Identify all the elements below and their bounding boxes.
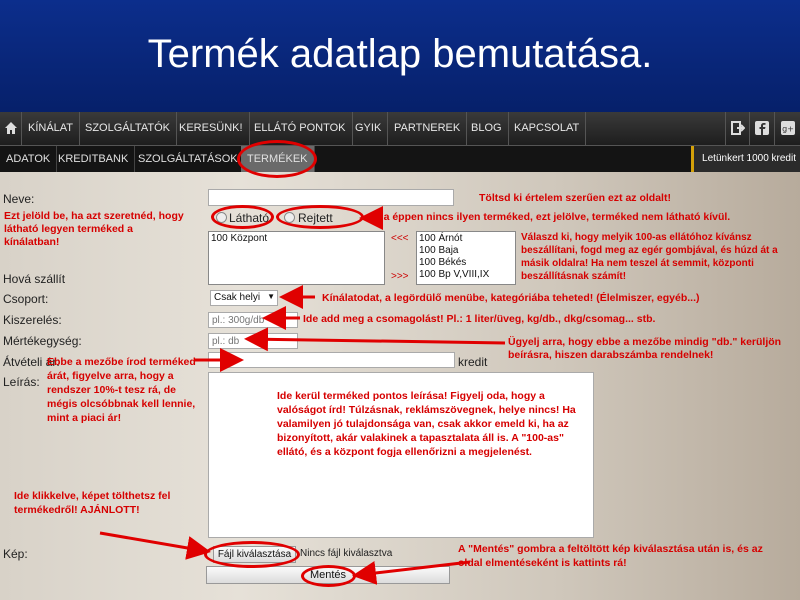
nav-item-kereszunk[interactable]: KERESÜNK!: [173, 112, 250, 145]
note-save: A "Mentés" gombra a feltöltött kép kiválasztása után is, és az oldal elmentéseként is kattints rá!: [458, 543, 763, 569]
subnav-item-kreditbank[interactable]: KREDITBANK: [52, 146, 135, 172]
group-select-value: Csak helyi: [214, 292, 261, 303]
description-label: Leírás:: [3, 375, 40, 389]
subnav-item-szolgaltatasok[interactable]: SZOLGÁLTATÁSOK: [132, 146, 245, 172]
hidden-label: Rejtett: [298, 211, 333, 225]
note-fill-form: Töltsd ki értelem szerűen ezt az oldalt!: [479, 192, 671, 204]
save-button[interactable]: Mentés: [206, 566, 450, 584]
image-label: Kép:: [3, 547, 28, 561]
note-price: Ebbe a mezőbe írod terméked árát, figyelve arra, hogy a rendszer 10%-t tesz rá, de mégis olcsóbbnak kell lennie, mint a piaci ár!: [47, 356, 196, 424]
nav-item-ellato-pontok[interactable]: ELLÁTÓ PONTOK: [248, 112, 353, 145]
note-description: Ide kerül terméked pontos leírása! Figyelj oda, hogy a valóságot írd! Túlzásnak, reklámszövegnek, helye nincs! Ha valamilyen jó tulajdonsága van, csak akkor emeld ki, ha az bizonyított, akár valakinek a tapasztalata áll is. A "100-as" ellátó, és a központ fogja ellenőrizni a megjelenést.: [277, 390, 576, 458]
name-label: Neve:: [3, 192, 35, 206]
file-select-button[interactable]: Fájl kiválasztása: [213, 546, 296, 563]
packaging-label: Kiszerelés:: [3, 313, 62, 327]
note-points: Válaszd ki, hogy melyik 100-as ellátóhoz kívánsz beszállítani, fogd meg az egér gombjával, és húzd át a másik oldalra! Ha nem teszel át semmit, központi beszállításnak számít!: [521, 232, 778, 282]
nav-item-blog[interactable]: BLOG: [465, 112, 509, 145]
note-packaging: Ide add meg a csomagolást! Pl.: 1 liter/üveg, kg/db., dkg/csomag... stb.: [303, 313, 656, 325]
file-status: Nincs fájl kiválasztva: [300, 548, 393, 559]
list-item[interactable]: 100 Baja: [419, 245, 459, 256]
nav-item-gyik[interactable]: GYIK: [349, 112, 388, 145]
slide-title: Termék adatlap bemutatása.: [147, 32, 653, 76]
chevron-down-icon: ▼: [267, 292, 275, 301]
nav-item-szolgaltatok[interactable]: SZOLGÁLTATÓK: [79, 112, 177, 145]
visible-label: Látható: [229, 211, 270, 225]
price-label: Átvételi ár:: [3, 355, 60, 369]
list-item[interactable]: 100 Központ: [211, 233, 268, 244]
arrow-image: [100, 533, 205, 551]
list-item[interactable]: 100 Árnót: [419, 233, 463, 244]
subnav-item-termekek[interactable]: TERMÉKEK: [241, 146, 315, 172]
list-item[interactable]: 100 Bp V,VIII,IX: [419, 269, 490, 280]
credit-balance: Letünkert 1000 kredit: [691, 146, 800, 172]
nav-item-partnerek[interactable]: PARTNEREK: [388, 112, 467, 145]
arrow-unit: [250, 339, 505, 343]
list-item[interactable]: 100 Békés: [419, 257, 467, 268]
move-right-control[interactable]: >>>: [391, 271, 409, 282]
note-group: Kínálatodat, a legördülő menübe, kategóriába teheted! (Élelmiszer, egyéb...): [322, 292, 700, 304]
unit-label: Mértékegység:: [3, 334, 82, 348]
note-visible: Ezt jelöld be, ha azt szeretnéd, hogy látható legyen terméked a kínálatban!: [4, 210, 184, 248]
subnav-item-adatok[interactable]: ADATOK: [0, 146, 57, 172]
note-unit: Ügyelj arra, hogy ebbe a mezőbe mindig "db." kerüljön beírásra, hiszen darabszámba rendelnek!: [508, 336, 782, 361]
nav-item-kinalat[interactable]: KÍNÁLAT: [22, 112, 80, 145]
note-image: Ide klikkelve, képet tölthetsz fel termékedről! AJÁNLOTT!: [14, 490, 171, 516]
note-hidden: Ha éppen nincs ilyen terméked, ezt jelölve, terméked nem látható kívül.: [376, 211, 731, 223]
svg-text:g+: g+: [781, 124, 794, 134]
nav-item-kapcsolat[interactable]: KAPCSOLAT: [508, 112, 586, 145]
ship-label: Hová szállít: [3, 272, 66, 286]
arrow-save: [358, 562, 470, 575]
group-label: Csoport:: [3, 292, 49, 306]
move-left-control[interactable]: <<<: [391, 233, 409, 244]
price-unit: kredit: [458, 355, 488, 369]
